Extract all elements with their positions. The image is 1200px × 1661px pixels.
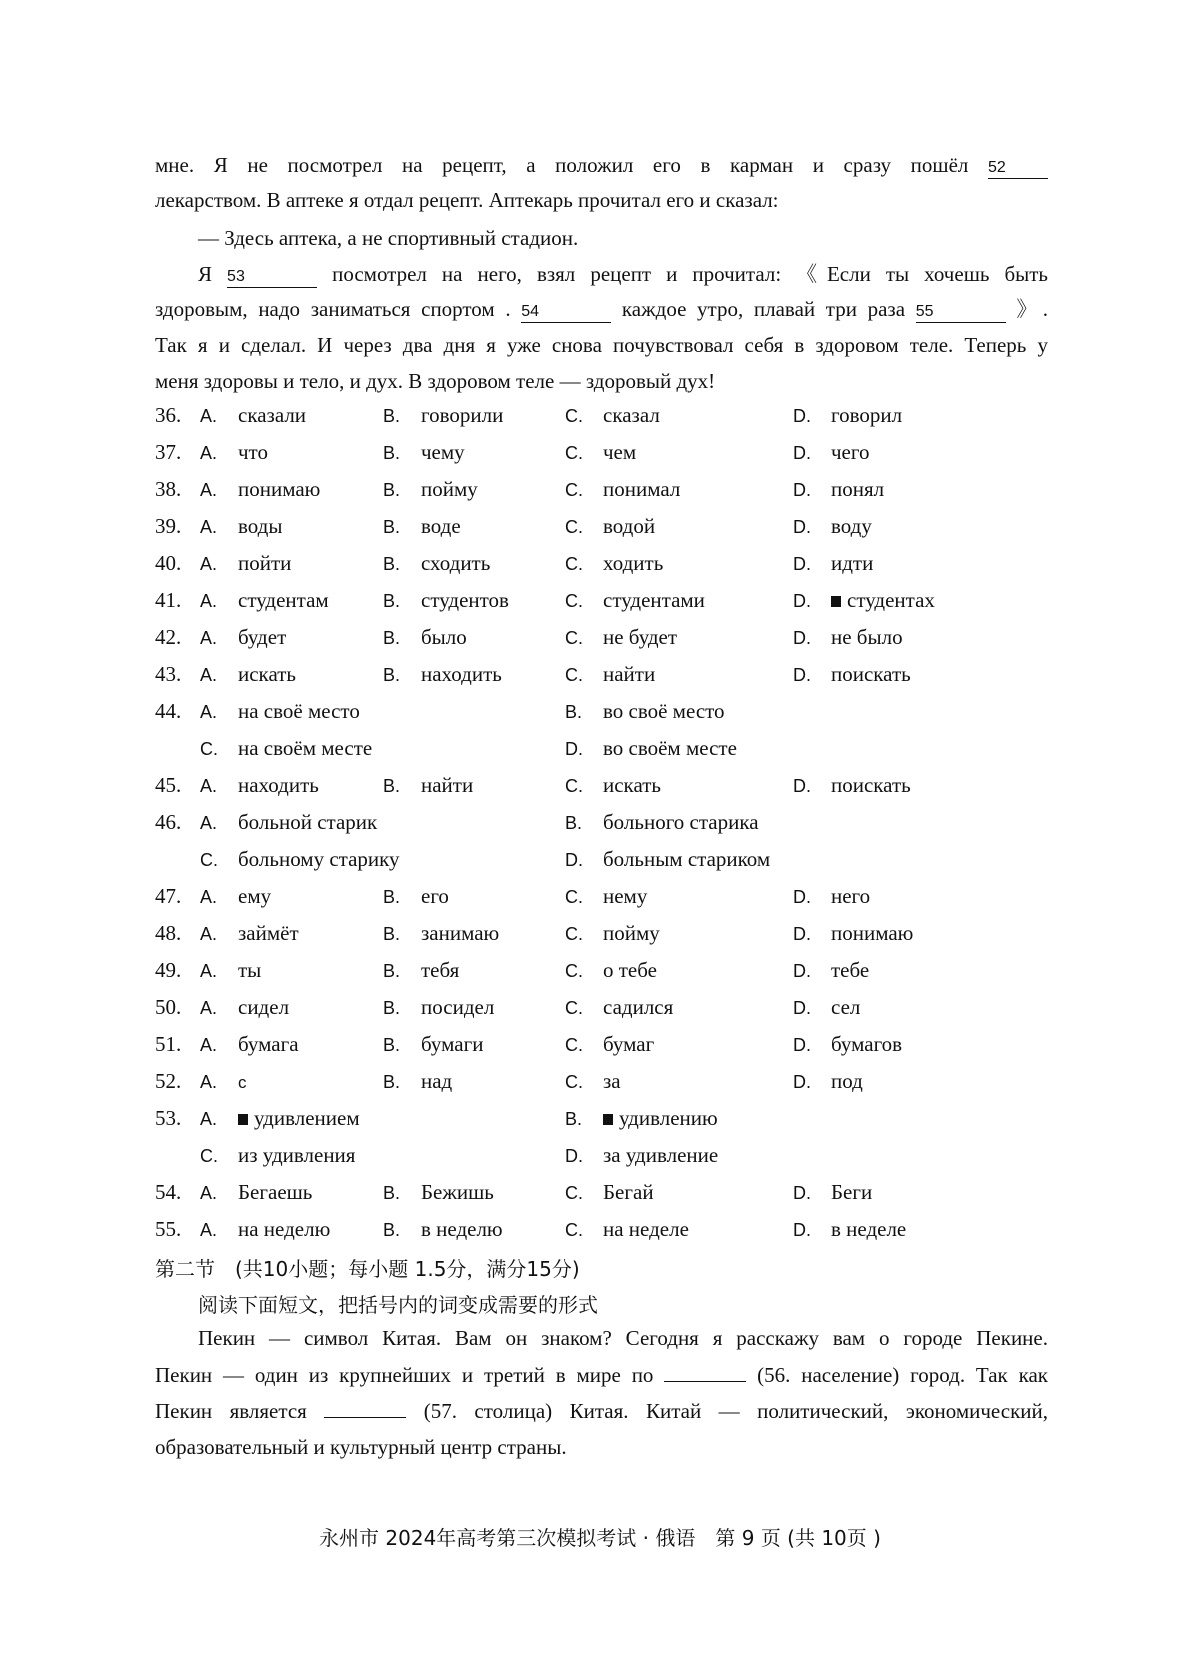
option-b[interactable]: B. сходить <box>383 551 491 575</box>
question-50: 50. A. сидел B. посидел C. садился D. сел <box>155 995 861 1019</box>
option-c[interactable]: C. искать <box>565 773 661 797</box>
question-45: 45. A. находить B. найти C. искать D. поискать <box>155 773 911 797</box>
option-a[interactable]: A. бумага <box>200 1032 299 1056</box>
option-a[interactable]: A. Бегаешь <box>200 1180 313 1204</box>
section2-line-2: Пекин — один из крупнейших и третий в мире по (56. население) город. Так как <box>155 1363 1049 1387</box>
option-d[interactable]: D. не было <box>793 625 903 649</box>
question-48: 48. A. займёт B. занимаю C. пойму D. понимаю <box>155 921 914 945</box>
option-b[interactable]: B. удивлению <box>565 1106 718 1130</box>
option-c[interactable]: C. понимал <box>565 477 681 501</box>
option-a[interactable]: A. больной старик <box>200 810 378 834</box>
option-b[interactable]: B. говорили <box>383 403 504 427</box>
option-b[interactable]: B. студентов <box>383 588 509 612</box>
option-b[interactable]: B. бумаги <box>383 1032 484 1056</box>
blank-55: 55 <box>916 302 1006 323</box>
option-c[interactable]: C. водой <box>565 514 656 538</box>
option-d[interactable]: D. во своём месте <box>565 736 737 760</box>
blank-57[interactable] <box>324 1417 406 1418</box>
question-55: 55. A. на неделю B. в неделю C. на неделе D. в неделе <box>155 1217 907 1241</box>
passage-line-6: Так я и сделал. И через два дня я уже снова почувствовал себя в здоровом теле. Теперь у <box>155 333 1048 357</box>
question-46: 46. A. больной старик B. больного старика <box>155 810 759 834</box>
option-a[interactable]: A. сказали <box>200 403 307 427</box>
option-c[interactable]: C. на неделе <box>565 1217 689 1241</box>
question-37: 37. A. что B. чему C. чем D. чего <box>155 440 870 464</box>
question-44-row2 <box>155 736 1055 766</box>
section-heading: 第二节 (共10小题；每小题 1.5分，满分15分) <box>155 1257 580 1281</box>
option-c[interactable]: C. найти <box>565 662 656 686</box>
option-c[interactable]: C. садился <box>565 995 674 1019</box>
blank-54: 54 <box>521 302 611 323</box>
question-39: 39. A. воды B. воде C. водой D. воду <box>155 514 872 538</box>
option-d[interactable]: D. тебе <box>793 958 870 982</box>
passage-line-2: лекарством. В аптеке я отдал рецепт. Аптекарь прочитал его и сказал: <box>155 188 779 212</box>
question-36: 36. A. сказали B. говорили C. сказал D. говорил <box>155 403 903 427</box>
section2-line-1: Пекин — символ Китая. Вам он знаком? Сегодня я расскажу вам о городе Пекине. <box>198 1326 1048 1350</box>
option-c[interactable]: C. чем <box>565 440 637 464</box>
option-a[interactable]: A. будет <box>200 625 287 649</box>
option-a[interactable]: A. воды <box>200 514 283 538</box>
option-d[interactable]: D. за удивление <box>565 1143 719 1167</box>
option-a[interactable]: A. понимаю <box>200 477 321 501</box>
option-c[interactable]: C. сказал <box>565 403 660 427</box>
blank-52: 52 <box>988 158 1048 179</box>
option-d[interactable]: D. чего <box>793 440 870 464</box>
option-d[interactable]: D. идти <box>793 551 874 575</box>
option-d[interactable]: D. под <box>793 1069 863 1093</box>
option-b[interactable]: B. Бежишь <box>383 1180 494 1204</box>
blank-56[interactable] <box>664 1381 746 1382</box>
square-mark-icon <box>238 1114 248 1125</box>
option-a[interactable]: A. сидел <box>200 995 290 1019</box>
option-a[interactable]: A. что <box>200 440 268 464</box>
square-mark-icon <box>831 596 841 607</box>
option-b[interactable]: B. находить <box>383 662 502 686</box>
option-a[interactable]: A. на неделю <box>200 1217 331 1241</box>
option-b[interactable]: B. найти <box>383 773 474 797</box>
passage-line-4: Я 53 посмотрел на него, взял рецепт и прочитал: 《Если ты хочешь быть <box>198 262 1049 286</box>
question-52: 52. A. с B. над C. за D. под <box>155 1069 863 1093</box>
option-d[interactable]: D. студентах <box>793 588 935 612</box>
option-c[interactable]: C. студентами <box>565 588 705 612</box>
option-a[interactable]: A. с <box>200 1072 247 1092</box>
option-d[interactable]: D. понял <box>793 477 885 501</box>
option-a[interactable]: A. искать <box>200 662 296 686</box>
question-53: 53. A. удивлением B. удивлению <box>155 1106 718 1130</box>
option-c[interactable]: C. ходить <box>565 551 664 575</box>
option-b[interactable]: B. пойму <box>383 477 478 501</box>
option-b[interactable]: B. чему <box>383 440 465 464</box>
passage-line-1: мне. Я не посмотрел на рецепт, а положил его в карман и сразу пошёл 52 <box>155 152 1048 179</box>
section2-line-4: образовательный и культурный центр страны. <box>155 1435 567 1459</box>
question-42: 42. A. будет B. было C. не будет D. не было <box>155 625 903 649</box>
option-c[interactable]: C. о тебе <box>565 958 657 982</box>
passage-line-3: — Здесь аптека, а не спортивный стадион. <box>198 226 579 250</box>
option-a[interactable]: A. студентам <box>200 588 329 612</box>
option-c[interactable]: C. не будет <box>565 625 678 649</box>
section-instruction: 阅读下面短文，把括号内的词变成需要的形式 <box>198 1293 598 1317</box>
option-d[interactable]: D. в неделе <box>793 1217 907 1241</box>
passage-line-7: меня здоровы и тело, и дух. В здоровом теле — здоровый дух! <box>155 369 716 393</box>
option-a[interactable]: A. пойти <box>200 551 292 575</box>
question-54: 54. A. Бегаешь B. Бежишь C. Бегай D. Беги <box>155 1180 873 1204</box>
question-38: 38. A. понимаю B. пойму C. понимал D. понял <box>155 477 885 501</box>
option-d[interactable]: D. понимаю <box>793 921 914 945</box>
question-49: 49. A. ты B. тебя C. о тебе D. тебе <box>155 958 870 982</box>
option-b[interactable]: B. посидел <box>383 995 495 1019</box>
option-b[interactable]: B. над <box>383 1069 453 1093</box>
option-b[interactable]: B. было <box>383 625 467 649</box>
option-b[interactable]: B. во своё место <box>565 699 725 723</box>
option-a[interactable]: A. займёт <box>200 921 299 945</box>
option-c[interactable]: C. за <box>565 1069 621 1093</box>
option-a[interactable]: A. на своё место <box>200 699 360 723</box>
square-mark-icon <box>603 1114 613 1125</box>
option-b[interactable]: B. тебя <box>383 958 460 982</box>
passage-line-5: здоровым, надо заниматься спортом . 54 каждое утро, плавай три раза 55 》. <box>155 297 1049 321</box>
option-c[interactable]: C. бумаг <box>565 1032 655 1056</box>
option-b[interactable]: B. в неделю <box>383 1217 503 1241</box>
option-c[interactable]: C. Бегай <box>565 1180 654 1204</box>
option-b[interactable]: B. занимаю <box>383 921 500 945</box>
option-d[interactable]: D. говорил <box>793 403 903 427</box>
option-c[interactable]: C. больному старику <box>200 847 400 871</box>
option-c[interactable]: C. нему <box>565 884 648 908</box>
option-d[interactable]: D. поискать <box>793 773 911 797</box>
question-51: 51. A. бумага B. бумаги C. бумаг D. бумагов <box>155 1032 903 1056</box>
option-a[interactable]: A. ты <box>200 958 262 982</box>
option-d[interactable]: D. поискать <box>793 662 911 686</box>
option-b[interactable]: B. воде <box>383 514 461 538</box>
option-c[interactable]: C. на своём месте <box>200 736 373 760</box>
option-d[interactable]: D. Беги <box>793 1180 873 1204</box>
option-b[interactable]: B. больного старика <box>565 810 759 834</box>
option-b[interactable]: B. его <box>383 884 449 908</box>
question-53-row2 <box>155 1143 1055 1173</box>
question-40: 40. A. пойти B. сходить C. ходить D. идти <box>155 551 874 575</box>
option-d[interactable]: D. бумагов <box>793 1032 903 1056</box>
option-c[interactable]: C. пойму <box>565 921 660 945</box>
question-43: 43. A. искать B. находить C. найти D. поискать <box>155 662 911 686</box>
section2-line-3: Пекин является (57. столица) Китая. Китай — политический, экономический, <box>155 1399 1049 1423</box>
option-d[interactable]: D. воду <box>793 514 872 538</box>
page-footer: 永州市 2024年高考第三次模拟考试 · 俄语 第 9 页 (共 10页 ) <box>319 1526 881 1550</box>
option-a[interactable]: A. ему <box>200 884 272 908</box>
question-41: 41. A. студентам B. студентов C. студентами D. студентах <box>155 588 935 612</box>
question-44: 44. A. на своё место B. во своё место <box>155 699 725 723</box>
option-d[interactable]: D. сел <box>793 995 861 1019</box>
option-a[interactable]: A. удивлением <box>200 1106 360 1130</box>
option-d[interactable]: D. больным стариком <box>565 847 771 871</box>
question-47: 47. A. ему B. его C. нему D. него <box>155 884 871 908</box>
option-a[interactable]: A. находить <box>200 773 319 797</box>
question-46-row2 <box>155 847 1055 877</box>
option-c[interactable]: C. из удивления <box>200 1143 356 1167</box>
blank-53: 53 <box>227 267 317 288</box>
option-d[interactable]: D. него <box>793 884 871 908</box>
